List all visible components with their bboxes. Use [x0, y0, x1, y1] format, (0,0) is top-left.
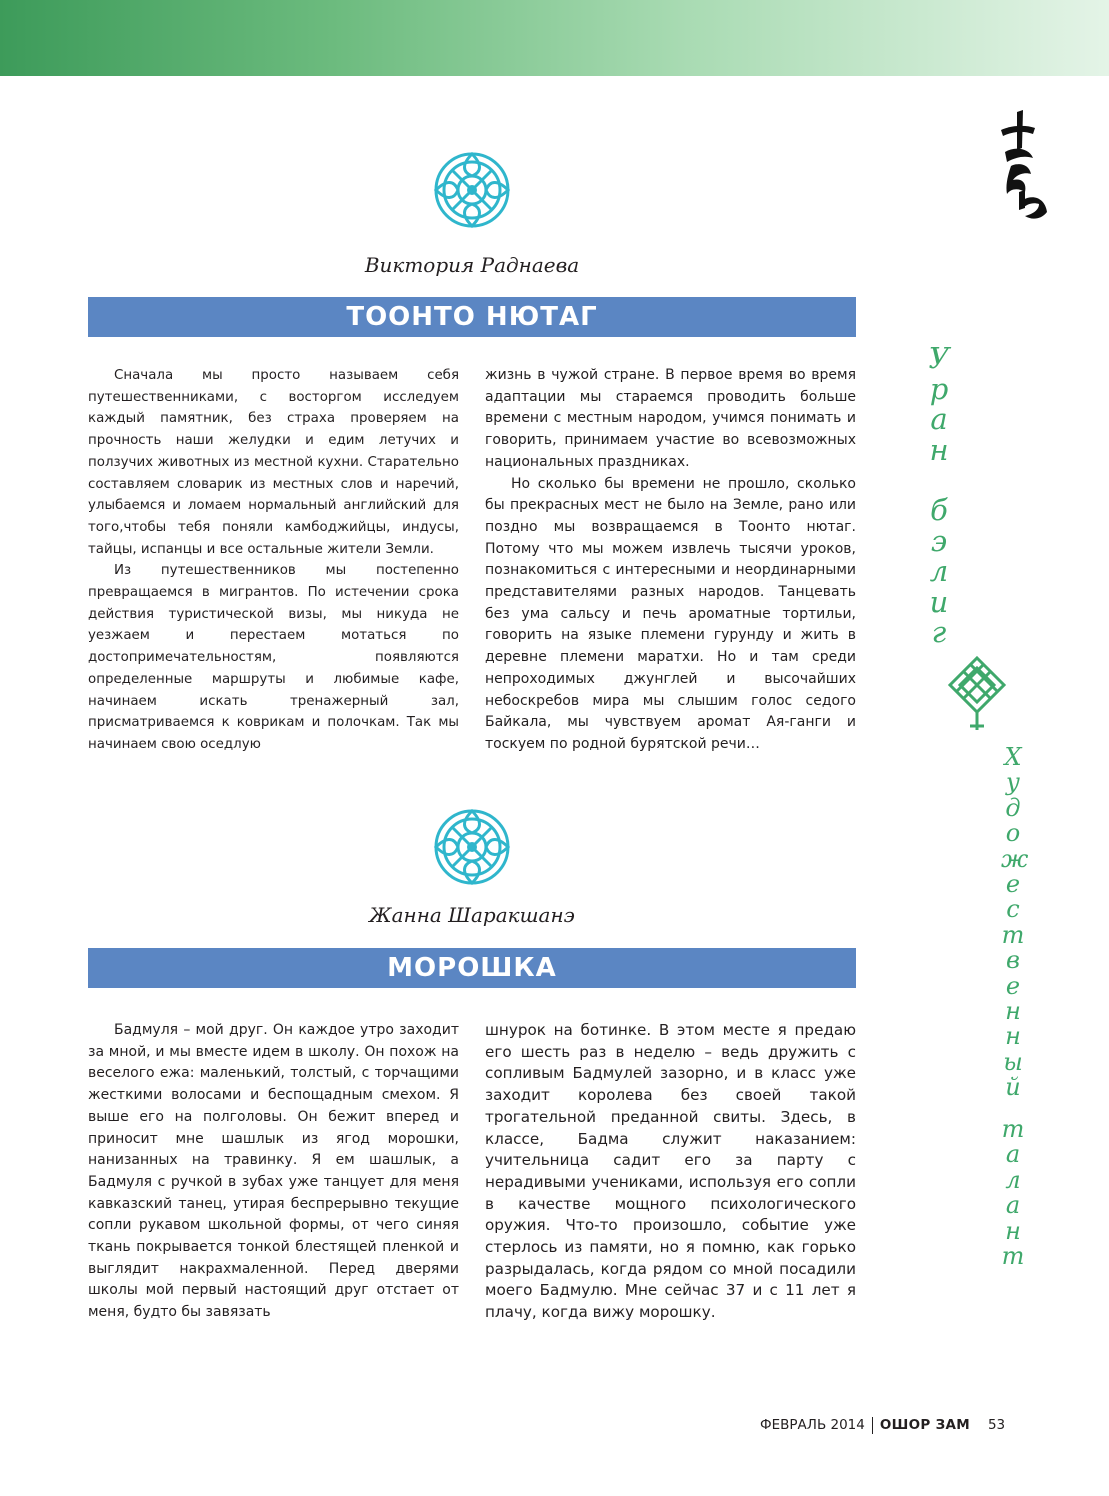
endless-knot-icon — [944, 652, 1010, 734]
circular-ornament-icon — [432, 807, 512, 887]
sidebar-word-talent: т а л а н т — [1001, 1115, 1025, 1271]
page-number: 53 — [987, 1417, 1006, 1433]
article2-column-left — [88, 1020, 459, 1324]
article2-title: МОРОШКА — [88, 948, 856, 988]
paragraph: Бадмуля – мой друг. Он каждое утро заходит за мной, и мы вместе идем в школу. Он похож на веселого ежа: маленький, толстый, с торчащими жесткими волосами и беспощадным смехом. Я выше его на полголовы. Он бежит вперед и приносит мне шашлык из ягод морошки, нанизанных на травинку. Я ем шашлык, а Бадмуля с ручкой в зубах уже танцует для меня кавказский танец, утирая беспрерывно текущие сопли рукавом школьной формы, от чего синяя ткань покрывается тонкой блестящей пленкой и выглядит накрахмаленной. Перед дверями школы мой первый настоящий друг отстает от меня, будто бы завязать — [88, 1022, 459, 1321]
paragraph: Из путешественников мы постепенно превращаемся в мигрантов. По истечении срока действия туристической визы, мы никуда не уезжаем и перестаем мотаться по достопримечательностям, появляются определенные маршруты и любимые кафе, начинаем искать тренажерный зал, присматриваемся к коврикам и полочкам. Так мы начинаем свою оседлую — [88, 563, 459, 752]
article1-column-left — [88, 365, 459, 756]
article1-author: Виктория Раднаева — [364, 253, 580, 277]
article1-column-right — [485, 365, 856, 756]
circular-ornament-icon — [432, 150, 512, 230]
article2-author: Жанна Шаракшанэ — [369, 903, 575, 927]
magazine-logo: ОШОР ЗАМ — [879, 1417, 970, 1433]
article2-column-right — [485, 1020, 856, 1324]
paragraph: жизнь в чужой стране. В первое время во время адаптации мы стараемся проводить больше времени с местным народом, учимся понимать и говорить, принимаем участие во всевозможных национальных праздниках. — [485, 367, 856, 470]
sidebar-word-art: Х у д о ж е с т в е н н ы й — [1001, 743, 1029, 1102]
top-color-band — [0, 0, 1109, 76]
mongolian-calligraphy-icon — [995, 108, 1051, 228]
paragraph: Но сколько бы времени не прошло, сколько бы прекрасных мест не было на Земле, рано или поздно мы возвращаемся в Тоонто нютаг. Потому что мы можем извлечь тысячи уроков, познакомиться с интересными и неординарными представителями разных народов. Танцевать без ума сальсу и печь ароматные тортильи, говорить на языке племени гурунду и жить в деревне племени маратхи. Но и там среди непроходимых джунглей и высочайших небоскребов мира мы слышим голос седого Байкала, мы чувствуем аромат Ая-ганги и тоскуем по родной бурятской речи… — [485, 475, 856, 752]
page-footer — [760, 1413, 1005, 1437]
paragraph: шнурок на ботинке. В этом месте я предаю его шесть раз в неделю – ведь дружить с сопливым Бадмулей зазорно, и в класс уже заходит королева без своей такой трогательной преданной свиты. Здесь, в классе, Бадма служит наказанием: учительница садит его за парту с нерадивыми учениками, используя его сопли в качестве мощного психологического оружия. Что-то произошло, событие уже стерлось из памяти, но я помню, как горько разрыдалась, когда рядом со мной посадили моего Бадмулю. Мне сейчас 37 и с 11 лет я плачу, когда вижу морошку. — [485, 1021, 856, 1322]
article1-title: ТООНТО НЮТАГ — [88, 297, 856, 337]
sidebar-word-belig: б э л и г — [929, 493, 949, 649]
paragraph: Сначала мы просто называем себя путешественниками, с восторгом исследуем каждый памятник, без страха проверяем на прочность наши желудки и едим летучих и ползучих животных из местной кухни. Старательно составляем словарик из местных слов и наречий, улыбаемся и ломаем нормальный английский для того,чтобы тебя поняли камбоджийцы, индусы, тайцы, испанцы и все остальные жители Земли. — [88, 368, 459, 557]
sidebar-word-uran: У р а н — [928, 341, 950, 467]
issue-date: ФЕВРАЛЬ 2014 — [760, 1417, 865, 1433]
footer-divider — [872, 1417, 873, 1434]
